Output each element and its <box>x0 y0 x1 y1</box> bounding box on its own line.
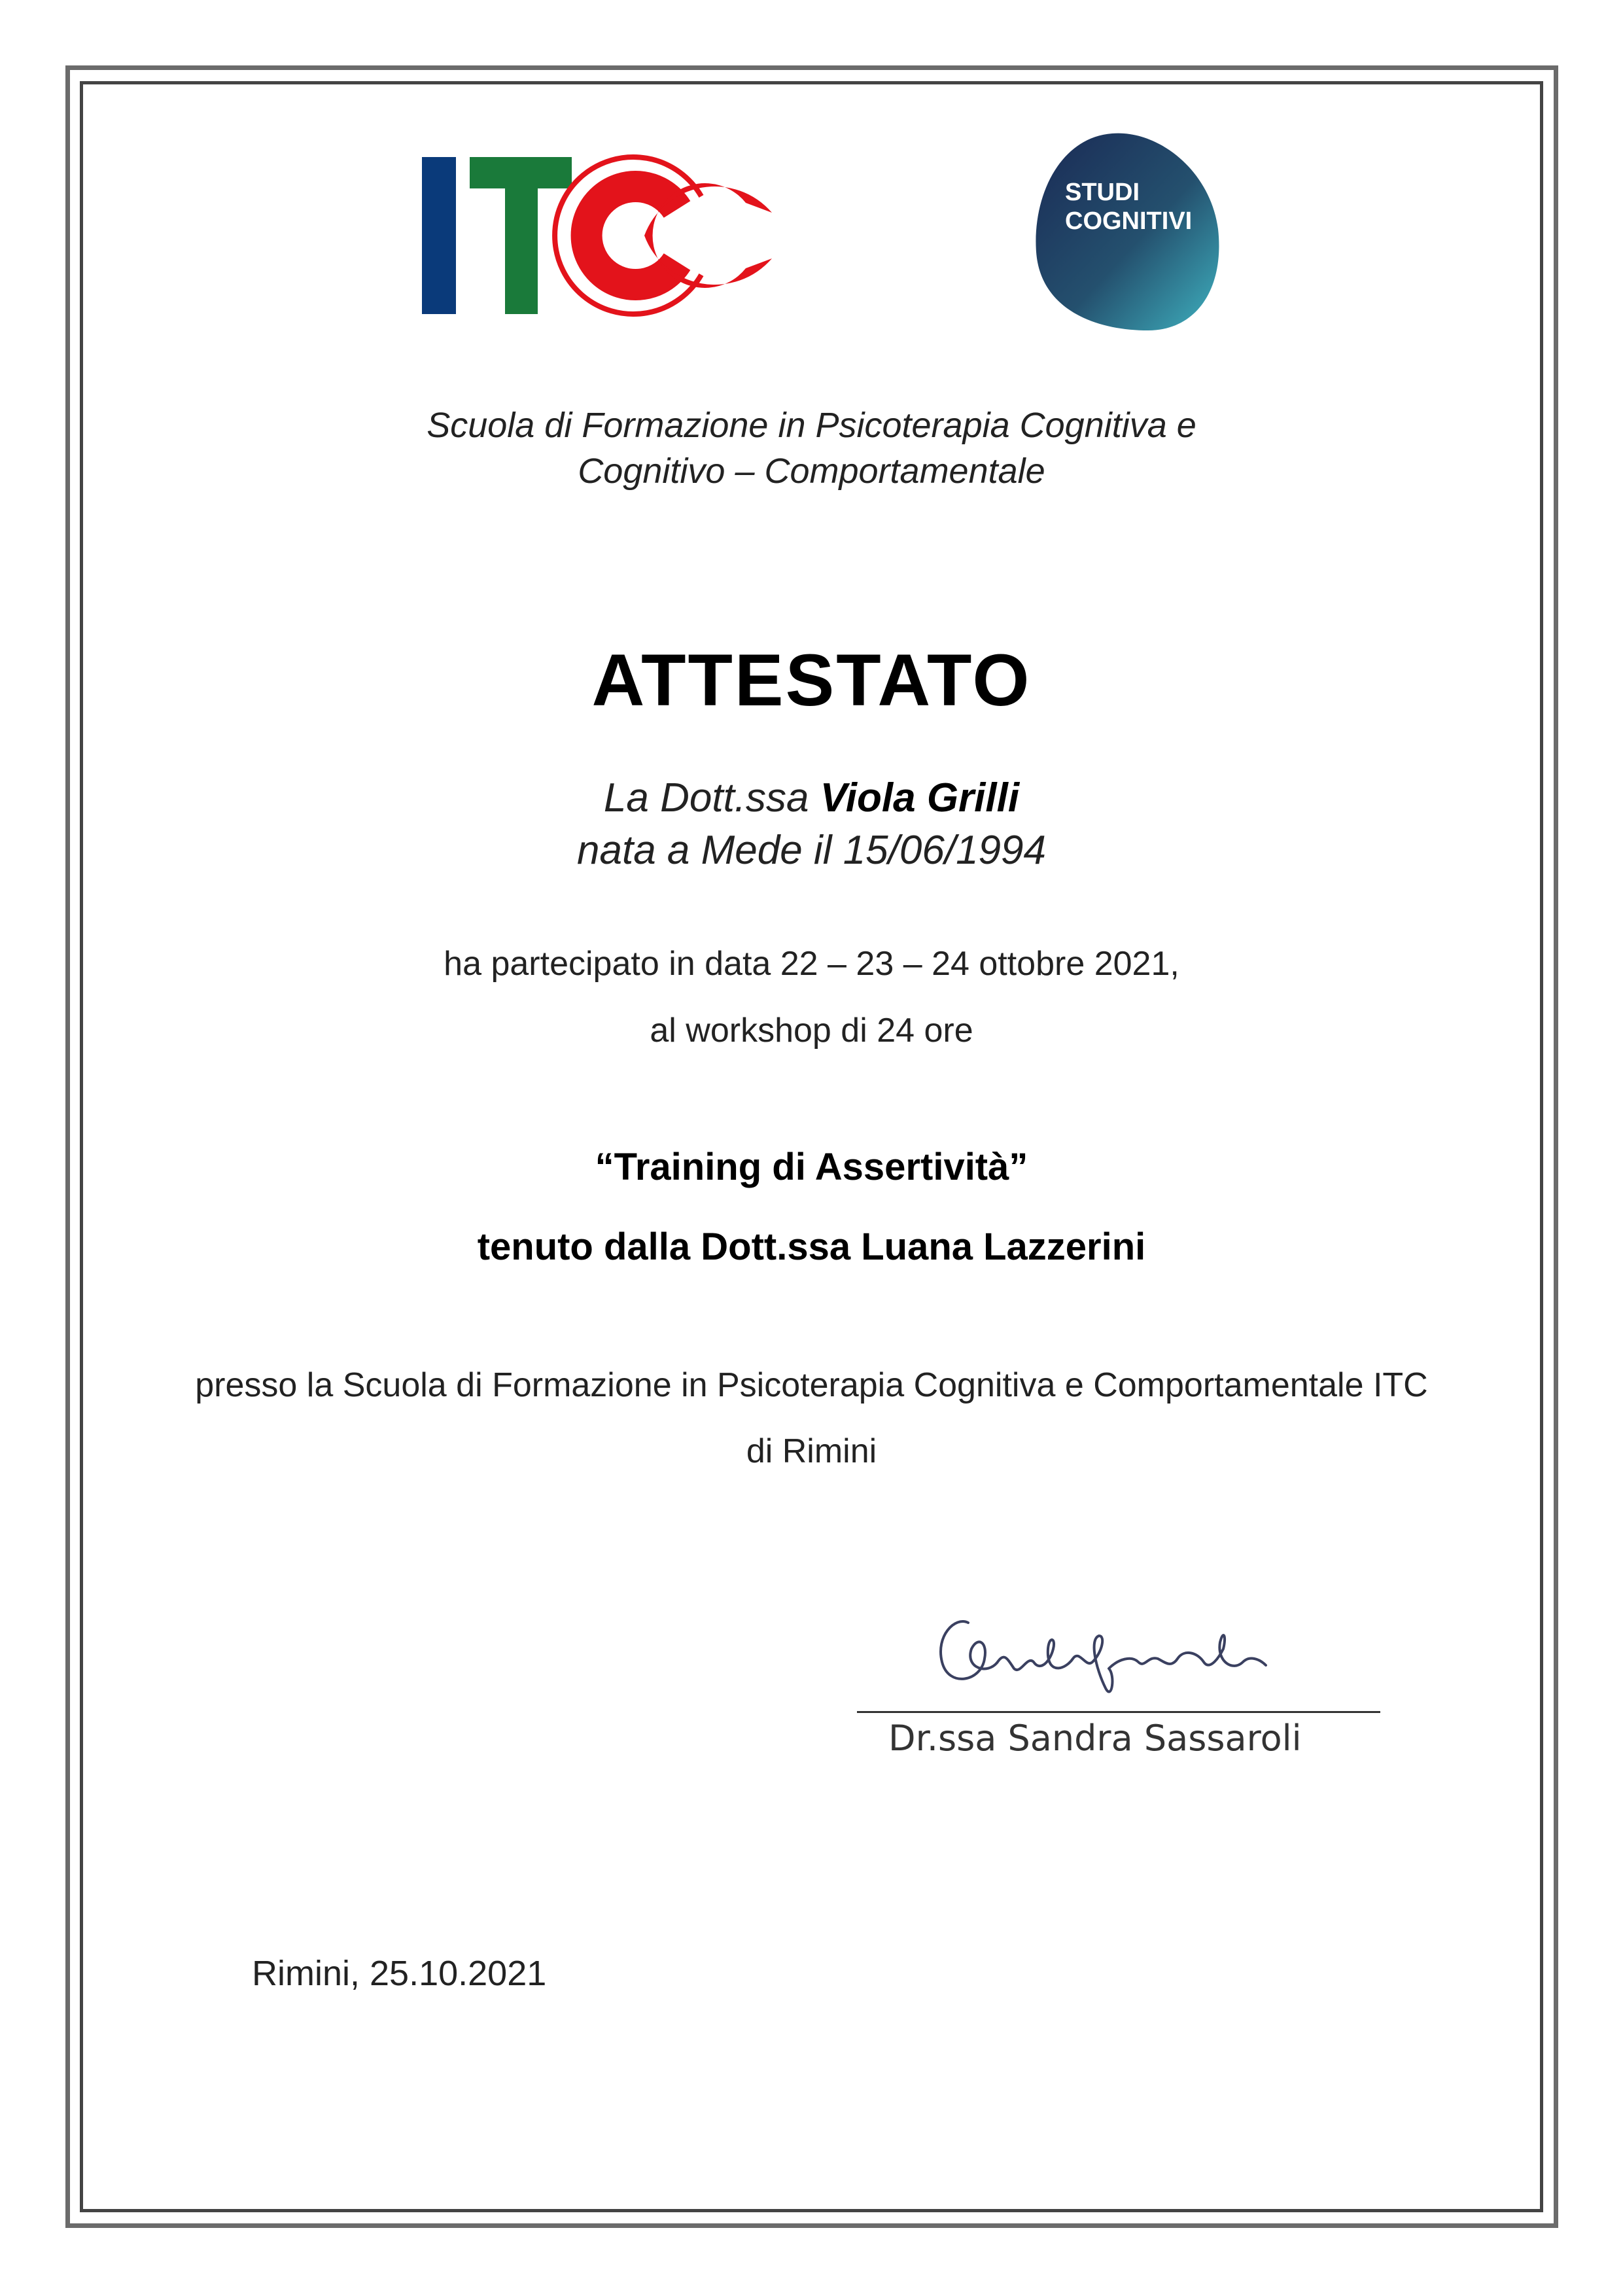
certificate-title: ATTESTATO <box>591 639 1032 721</box>
itc-logo-t-stem <box>505 157 538 314</box>
location-line1: presso la Scuola di Formazione in Psicoterapia Cognitiva e Comportamentale ITC <box>195 1366 1428 1404</box>
workshop-teacher: tenuto dalla Dott.ssa Luana Lazzerini <box>477 1226 1146 1268</box>
recipient-block <box>0 772 1623 877</box>
issue-date: Rimini, 25.10.2021 <box>252 1954 547 1993</box>
location-line2: di Rimini <box>746 1432 877 1470</box>
itc-logo <box>419 150 785 321</box>
school-name-line1: Scuola di Formazione in Psicoterapia Cognitiva e <box>427 406 1196 445</box>
school-name <box>0 402 1623 494</box>
itc-logo-c-inner <box>587 186 677 285</box>
studi-cognitivi-wordmark <box>1065 178 1192 236</box>
recipient-line <box>0 772 1623 824</box>
workshop-title: “Training di Assertività” <box>595 1146 1028 1188</box>
school-name-line2: Cognitivo – Comportamentale <box>578 451 1045 491</box>
signature-block <box>857 1597 1380 1832</box>
signature-line <box>857 1711 1380 1713</box>
itc-logo-i <box>422 157 456 314</box>
signer-name: Dr.ssa Sandra Sassaroli <box>888 1718 1302 1759</box>
studi-cognitivi-line1: STUDI <box>1065 179 1140 206</box>
studi-cognitivi-logo <box>1034 131 1223 334</box>
recipient-prefix: La Dott.ssa <box>603 775 820 821</box>
participation-dates: ha partecipato in data 22 – 23 – 24 ottobre 2021, <box>444 945 1179 983</box>
recipient-birth: nata a Mede il 15/06/1994 <box>577 828 1046 873</box>
handwritten-signature <box>857 1597 1380 1714</box>
recipient-name: Viola Grilli <box>820 775 1020 821</box>
participation-hours: al workshop di 24 ore <box>650 1012 973 1050</box>
studi-cognitivi-line2: COGNITIVI <box>1065 207 1193 235</box>
